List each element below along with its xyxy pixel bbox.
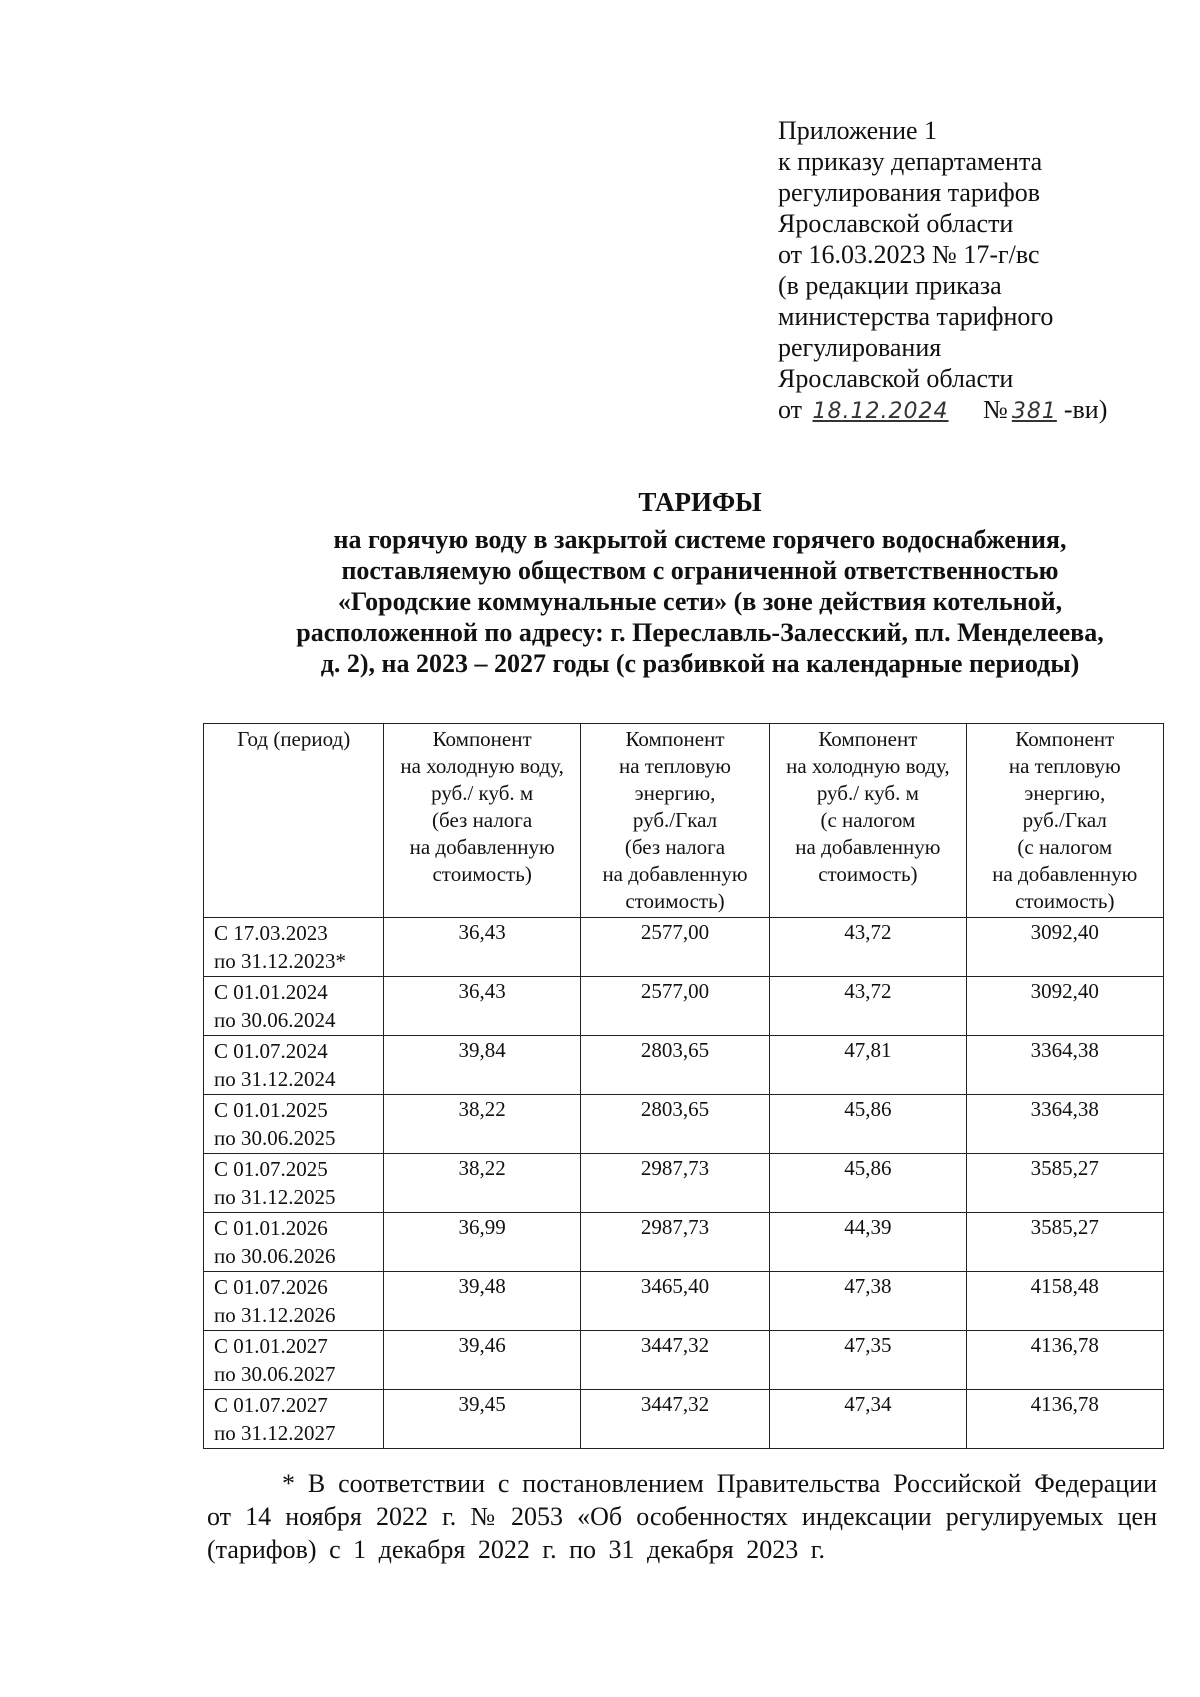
column-header-line: (с налогом bbox=[1017, 835, 1113, 859]
value-cell: 36,43 bbox=[384, 977, 580, 1036]
column-header-line: на холодную воду, bbox=[400, 754, 564, 778]
appendix-header bbox=[778, 115, 1107, 427]
title-line: расположенной по адресу: г. Переславль-Залесский, пл. Менделеева, bbox=[296, 618, 1104, 647]
column-header-line: на добавленную bbox=[992, 862, 1138, 886]
value-cell: 36,99 bbox=[384, 1213, 580, 1272]
appendix-line: (в редакции приказа bbox=[778, 271, 1002, 300]
period-from: С 01.01.2027 bbox=[214, 1334, 328, 1358]
period-from: С 01.07.2027 bbox=[214, 1393, 328, 1417]
footnote: * В соответствии с постановлением Правительства Российской Федерации от 14 ноября 2022 г. № 2053 «Об особенностях индексации регулируемых цен (тарифов) с 1 декабря 2022 г. по 31 декабря 2023 г. bbox=[207, 1469, 1157, 1564]
value-cell: 2803,65 bbox=[580, 1036, 769, 1095]
value-cell: 43,72 bbox=[770, 977, 966, 1036]
amendment-prefix: от bbox=[778, 395, 803, 424]
period-cell bbox=[204, 1095, 384, 1154]
period-from: С 01.01.2024 bbox=[214, 980, 328, 1004]
column-header-line: руб./ куб. м bbox=[816, 781, 919, 805]
value-cell: 2987,73 bbox=[580, 1213, 769, 1272]
period-from: С 01.07.2025 bbox=[214, 1157, 328, 1181]
value-cell: 36,43 bbox=[384, 918, 580, 977]
appendix-line: Приложение 1 bbox=[778, 116, 938, 145]
document-title bbox=[200, 487, 1200, 679]
value-cell: 3447,32 bbox=[580, 1390, 769, 1449]
period-to: по 31.12.2025 bbox=[214, 1185, 336, 1209]
column-header-line: (с налогом bbox=[820, 808, 916, 832]
value-cell: 44,39 bbox=[770, 1213, 966, 1272]
table-row bbox=[204, 977, 1164, 1036]
column-header bbox=[580, 724, 769, 918]
value-cell: 2577,00 bbox=[580, 918, 769, 977]
value-cell: 3585,27 bbox=[966, 1213, 1163, 1272]
appendix-line: к приказу департамента bbox=[778, 147, 1043, 176]
value-cell: 38,22 bbox=[384, 1154, 580, 1213]
column-header-line: Компонент bbox=[625, 727, 725, 751]
value-cell: 39,45 bbox=[384, 1390, 580, 1449]
handwritten-number: 381 bbox=[1011, 399, 1057, 424]
period-to: по 31.12.2026 bbox=[214, 1303, 336, 1327]
period-cell bbox=[204, 918, 384, 977]
appendix-line: регулирования тарифов bbox=[778, 178, 1040, 207]
column-header-line: стоимость) bbox=[818, 862, 918, 886]
column-header-line: стоимость) bbox=[625, 889, 725, 913]
period-from: С 01.01.2026 bbox=[214, 1216, 328, 1240]
period-cell bbox=[204, 1272, 384, 1331]
period-from: С 01.07.2026 bbox=[214, 1275, 328, 1299]
table-body bbox=[204, 918, 1164, 1449]
table-row bbox=[204, 1154, 1164, 1213]
appendix-line: Ярославской области bbox=[778, 209, 1014, 238]
table-row bbox=[204, 1095, 1164, 1154]
period-cell bbox=[204, 1213, 384, 1272]
appendix-line: министерства тарифного bbox=[778, 302, 1054, 331]
column-header-line: на добавленную bbox=[409, 835, 555, 859]
value-cell: 39,48 bbox=[384, 1272, 580, 1331]
value-cell: 4158,48 bbox=[966, 1272, 1163, 1331]
value-cell: 3465,40 bbox=[580, 1272, 769, 1331]
value-cell: 3092,40 bbox=[966, 977, 1163, 1036]
value-cell: 45,86 bbox=[770, 1154, 966, 1213]
title-line: «Городские коммунальные сети» (в зоне действия котельной, bbox=[337, 587, 1063, 616]
period-cell bbox=[204, 1390, 384, 1449]
value-cell: 39,84 bbox=[384, 1036, 580, 1095]
value-cell: 3364,38 bbox=[966, 1036, 1163, 1095]
value-cell: 47,38 bbox=[770, 1272, 966, 1331]
title-line: поставляемую обществом с ограниченной ответственностью bbox=[341, 556, 1059, 585]
handwritten-date: 18.12.2024 bbox=[812, 399, 949, 424]
value-cell: 43,72 bbox=[770, 918, 966, 977]
column-header bbox=[966, 724, 1163, 918]
value-cell: 3364,38 bbox=[966, 1095, 1163, 1154]
column-header-line: руб./Гкал bbox=[1022, 808, 1107, 832]
title-line: д. 2), на 2023 – 2027 годы (с разбивкой на календарные периоды) bbox=[320, 649, 1080, 678]
column-header-line: на добавленную bbox=[795, 835, 941, 859]
tariff-table bbox=[203, 723, 1164, 1449]
column-header bbox=[204, 724, 384, 918]
period-cell bbox=[204, 1331, 384, 1390]
value-cell: 47,81 bbox=[770, 1036, 966, 1095]
period-from: С 01.01.2025 bbox=[214, 1098, 328, 1122]
period-to: по 30.06.2027 bbox=[214, 1362, 336, 1386]
column-header-line: стоимость) bbox=[1015, 889, 1115, 913]
value-cell: 2987,73 bbox=[580, 1154, 769, 1213]
period-to: по 30.06.2024 bbox=[214, 1008, 336, 1032]
table-row bbox=[204, 1272, 1164, 1331]
table-row bbox=[204, 918, 1164, 977]
column-header-line: на тепловую bbox=[619, 754, 731, 778]
period-cell bbox=[204, 977, 384, 1036]
column-header-line: энергию, bbox=[1024, 781, 1106, 805]
table-row bbox=[204, 1213, 1164, 1272]
table-row bbox=[204, 1036, 1164, 1095]
period-from: С 17.03.2023 bbox=[214, 921, 328, 945]
column-header-line: на тепловую bbox=[1008, 754, 1121, 778]
value-cell: 38,22 bbox=[384, 1095, 580, 1154]
value-cell: 39,46 bbox=[384, 1331, 580, 1390]
appendix-line: регулирования bbox=[778, 333, 942, 362]
table-header-row bbox=[204, 724, 1164, 918]
period-to: по 31.12.2024 bbox=[214, 1067, 336, 1091]
column-header bbox=[384, 724, 580, 918]
value-cell: 3585,27 bbox=[966, 1154, 1163, 1213]
table-row bbox=[204, 1390, 1164, 1449]
column-header-line: энергию, bbox=[634, 781, 716, 805]
column-header bbox=[770, 724, 966, 918]
period-cell bbox=[204, 1154, 384, 1213]
value-cell: 4136,78 bbox=[966, 1390, 1163, 1449]
period-to: по 30.06.2026 bbox=[214, 1244, 336, 1268]
appendix-line: от 16.03.2023 № 17-г/вс bbox=[778, 240, 1040, 269]
period-from: С 01.07.2024 bbox=[214, 1039, 328, 1063]
value-cell: 47,34 bbox=[770, 1390, 966, 1449]
appendix-line: Ярославской области bbox=[778, 364, 1014, 393]
period-cell bbox=[204, 1036, 384, 1095]
number-sign: № bbox=[983, 395, 1008, 424]
value-cell: 3092,40 bbox=[966, 918, 1163, 977]
title-line: на горячую воду в закрытой системе горячего водоснабжения, bbox=[333, 525, 1067, 554]
value-cell: 45,86 bbox=[770, 1095, 966, 1154]
value-cell: 3447,32 bbox=[580, 1331, 769, 1390]
column-header-line: стоимость) bbox=[432, 862, 532, 886]
column-header-line: (без налога bbox=[624, 835, 726, 859]
period-to: по 30.06.2025 bbox=[214, 1126, 336, 1150]
period-to: по 31.12.2023* bbox=[214, 949, 346, 973]
column-header-line: руб./Гкал bbox=[632, 808, 718, 832]
title-main: ТАРИФЫ bbox=[638, 487, 762, 517]
column-header-line: Компонент bbox=[432, 727, 532, 751]
value-cell: 47,35 bbox=[770, 1331, 966, 1390]
column-header-line: на добавленную bbox=[602, 862, 748, 886]
column-header-line: Компонент bbox=[1015, 727, 1115, 751]
value-cell: 2803,65 bbox=[580, 1095, 769, 1154]
appendix-amendment-line bbox=[778, 394, 1107, 427]
value-cell: 2577,00 bbox=[580, 977, 769, 1036]
value-cell: 4136,78 bbox=[966, 1331, 1163, 1390]
period-to: по 31.12.2027 bbox=[214, 1421, 336, 1445]
column-header-line: Год (период) bbox=[237, 727, 351, 751]
amendment-suffix: -ви) bbox=[1063, 395, 1108, 424]
column-header-line: на холодную воду, bbox=[786, 754, 950, 778]
column-header-line: (без налога bbox=[432, 808, 533, 832]
table-row bbox=[204, 1331, 1164, 1390]
column-header-line: руб./ куб. м bbox=[431, 781, 534, 805]
column-header-line: Компонент bbox=[818, 727, 918, 751]
